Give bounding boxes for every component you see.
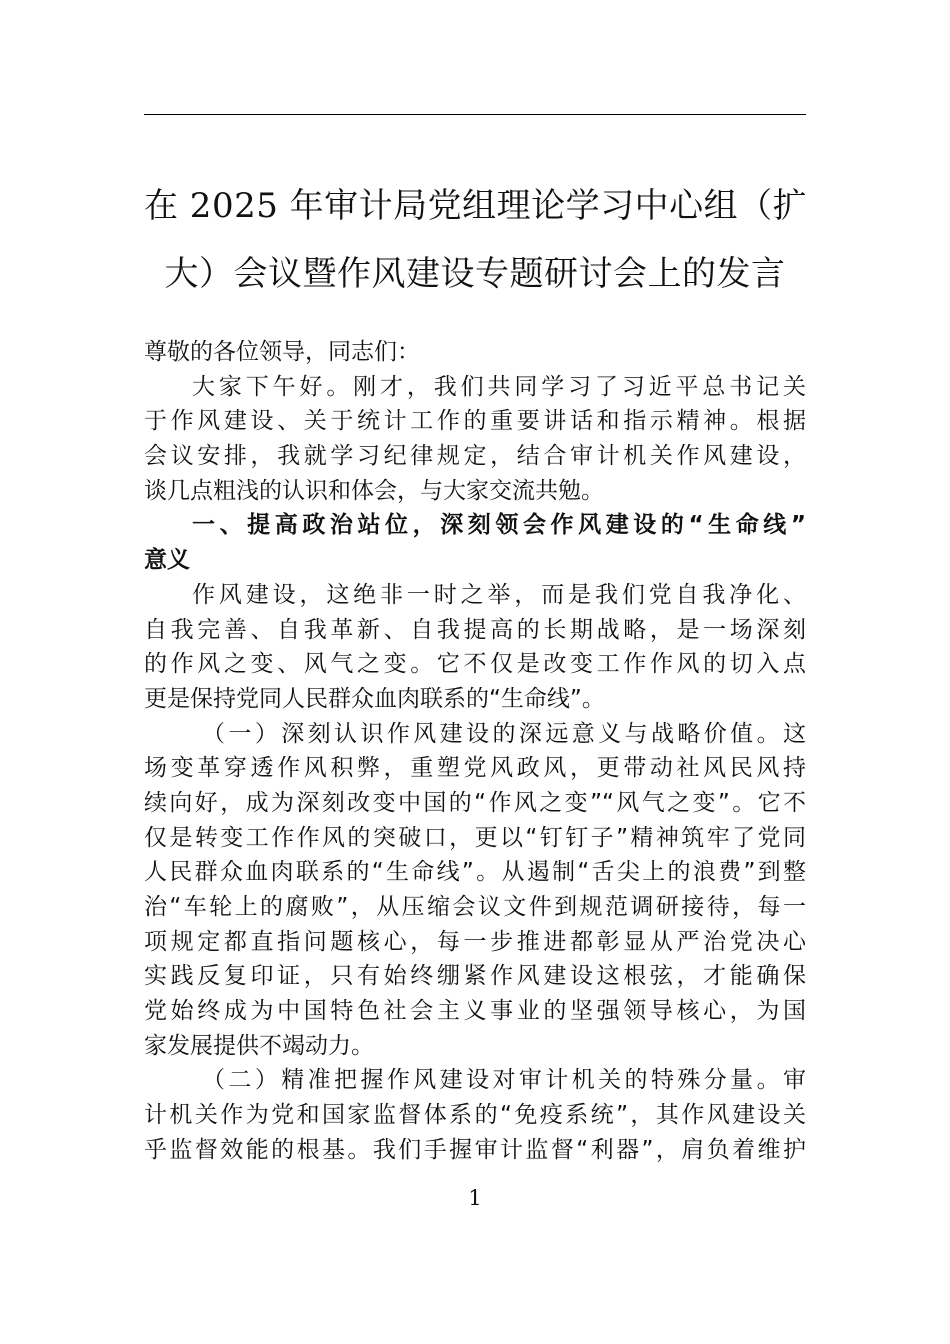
paragraph-line: 人民群众血肉联系的“生命线”。从遏制“舌尖上的浪费”到整 bbox=[144, 859, 806, 886]
paragraph-line: 续向好，成为深刻改变中国的“作风之变”“风气之变”。它不 bbox=[144, 789, 806, 816]
paragraph-line: 作风建设，这绝非一时之举，而是我们党自我净化、 bbox=[192, 581, 806, 608]
subsection-heading-1: （一）深刻认识作风建设的深远意义与战略价值。这 bbox=[202, 720, 806, 747]
paragraph-line: 于作风建设、关于统计工作的重要讲话和指示精神。根据 bbox=[144, 408, 806, 435]
section-heading-1: 一、提高政治站位，深刻领会作风建设的“生命线” bbox=[192, 512, 806, 539]
paragraph-line: 党始终成为中国特色社会主义事业的坚强领导核心，为国 bbox=[144, 998, 806, 1025]
paragraph-line: 更是保持党同人民群众血肉联系的“生命线”。 bbox=[144, 685, 605, 712]
title-line-1: 在 2025 年审计局党组理论学习中心组（扩 bbox=[144, 186, 808, 226]
paragraph-line: 仅是转变工作作风的突破口，更以“钉钉子”精神筑牢了党同 bbox=[144, 824, 806, 851]
document-title bbox=[144, 172, 806, 308]
document-body bbox=[144, 335, 806, 1168]
paragraph-line: 乎监督效能的根基。我们手握审计监督“利器”，肩负着维护 bbox=[144, 1136, 806, 1163]
paragraph-line: 场变革穿透作风积弊，重塑党风政风，更带动社风民风持 bbox=[144, 755, 806, 782]
page-number: 1 bbox=[468, 1186, 482, 1210]
salutation: 尊敬的各位领导，同志们： bbox=[144, 339, 420, 365]
paragraph-line: 大家下午好。刚才，我们共同学习了习近平总书记关 bbox=[192, 373, 806, 400]
paragraph-line: 家发展提供不竭动力。 bbox=[144, 1032, 374, 1059]
paragraph-line: 谈几点粗浅的认识和体会，与大家交流共勉。 bbox=[144, 477, 604, 504]
paragraph-line: 会议安排，我就学习纪律规定，结合审计机关作风建设， bbox=[144, 443, 806, 470]
section-heading-1-cont: 意义 bbox=[144, 547, 190, 574]
paragraph-line: 治“车轮上的腐败”，从压缩会议文件到规范调研接待，每一 bbox=[144, 894, 806, 920]
paragraph-line: 计机关作为党和国家监督体系的“免疫系统”，其作风建设关 bbox=[144, 1102, 806, 1129]
paragraph-line: 的作风之变、风气之变。它不仅是改变工作作风的切入点 bbox=[144, 651, 806, 678]
paragraph-line: 项规定都直指问题核心，每一步推进都彰显从严治党决心 bbox=[144, 928, 806, 955]
title-line-2: 大）会议暨作风建设专题研讨会上的发言 bbox=[164, 254, 786, 294]
paragraph-line: 自我完善、自我革新、自我提高的长期战略，是一场深刻 bbox=[144, 616, 806, 643]
subsection-heading-2: （二）精准把握作风建设对审计机关的特殊分量。审 bbox=[202, 1067, 806, 1094]
header-rule bbox=[144, 114, 806, 115]
paragraph-line: 实践反复印证，只有始终绷紧作风建设这根弦，才能确保 bbox=[144, 963, 806, 990]
